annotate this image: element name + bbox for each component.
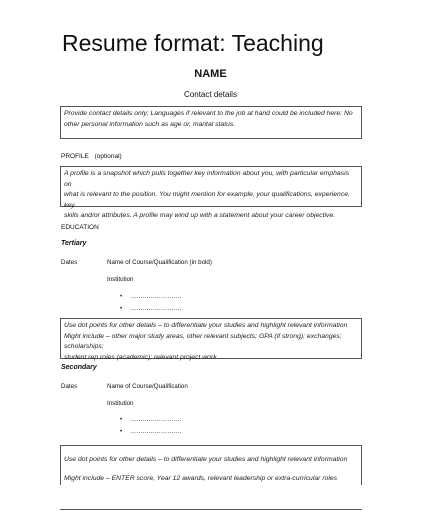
profile-box-line: skills and/or attributes. A profile may wind up with a statement about your career objective. bbox=[64, 212, 336, 219]
bullet-icon: • bbox=[120, 416, 123, 423]
page-bottom-border bbox=[60, 509, 362, 510]
secondary-box-line: Might include – ENTER score, Year 12 awards, relevant leadership or extra-curricular roles bbox=[64, 475, 338, 482]
tertiary-institution: Institution bbox=[107, 276, 134, 283]
document-title: Resume format: Teaching bbox=[62, 30, 324, 56]
tertiary-label: Tertiary bbox=[61, 240, 87, 247]
profile-box-line: what is relevant to the position. You might mention for example, your qualifications, experience, key bbox=[64, 191, 350, 209]
tertiary-bullet-item bbox=[120, 293, 181, 300]
contact-box-line: Provide contact details only; Languages if relevant to the job at hand could be included here; No bbox=[64, 110, 353, 117]
profile-box-line: A profile is a snapshot which pulls together key information about you, with particular emphasis on bbox=[64, 170, 349, 188]
contact-details-heading: Contact details bbox=[184, 90, 237, 99]
profile-box bbox=[60, 166, 362, 219]
secondary-label: Secondary bbox=[61, 364, 97, 371]
contact-details-box bbox=[60, 106, 362, 139]
secondary-bullet-item bbox=[120, 416, 181, 423]
tertiary-dates: Dates bbox=[61, 259, 78, 266]
tertiary-box-line: student rep roles (academic); relevant project work bbox=[64, 353, 217, 361]
bullet-icon: • bbox=[120, 305, 123, 312]
tertiary-bullet-item bbox=[120, 305, 181, 312]
bullet-text: ……………………. bbox=[130, 305, 182, 312]
bullet-icon: • bbox=[120, 293, 123, 300]
bullet-text: ……………………. bbox=[130, 293, 182, 300]
tertiary-course: Name of Course/Qualification (in bold) bbox=[107, 259, 212, 266]
secondary-box-line: Use dot points for other details – to differentiate your studies and highlight relevant information bbox=[64, 456, 348, 463]
profile-optional-label: (optional) bbox=[94, 153, 122, 160]
profile-heading bbox=[61, 153, 122, 160]
profile-label: PROFILE bbox=[61, 153, 89, 160]
tertiary-box-line: Use dot points for other details – to differentiate your studies and highlight relevant information bbox=[64, 322, 348, 329]
secondary-dates: Dates bbox=[61, 383, 78, 390]
bullet-icon: • bbox=[120, 428, 123, 435]
secondary-details-box bbox=[60, 445, 362, 485]
secondary-course: Name of Course/Qualification bbox=[107, 383, 188, 390]
bullet-text: ……………………. bbox=[130, 428, 182, 435]
bullet-text: ……………………. bbox=[130, 416, 182, 423]
contact-box-line: other personal information such as age or, marital status. bbox=[64, 120, 236, 128]
secondary-bullet-item bbox=[120, 428, 181, 435]
secondary-institution: Institution bbox=[107, 400, 134, 407]
education-heading: EDUCATION bbox=[61, 224, 99, 231]
tertiary-box-line: Might include – other major study areas, other relevant subjects; GPA (if strong); exchanges; scholarships; bbox=[64, 332, 342, 350]
name-heading: NAME bbox=[194, 68, 227, 80]
tertiary-details-box bbox=[60, 318, 362, 359]
